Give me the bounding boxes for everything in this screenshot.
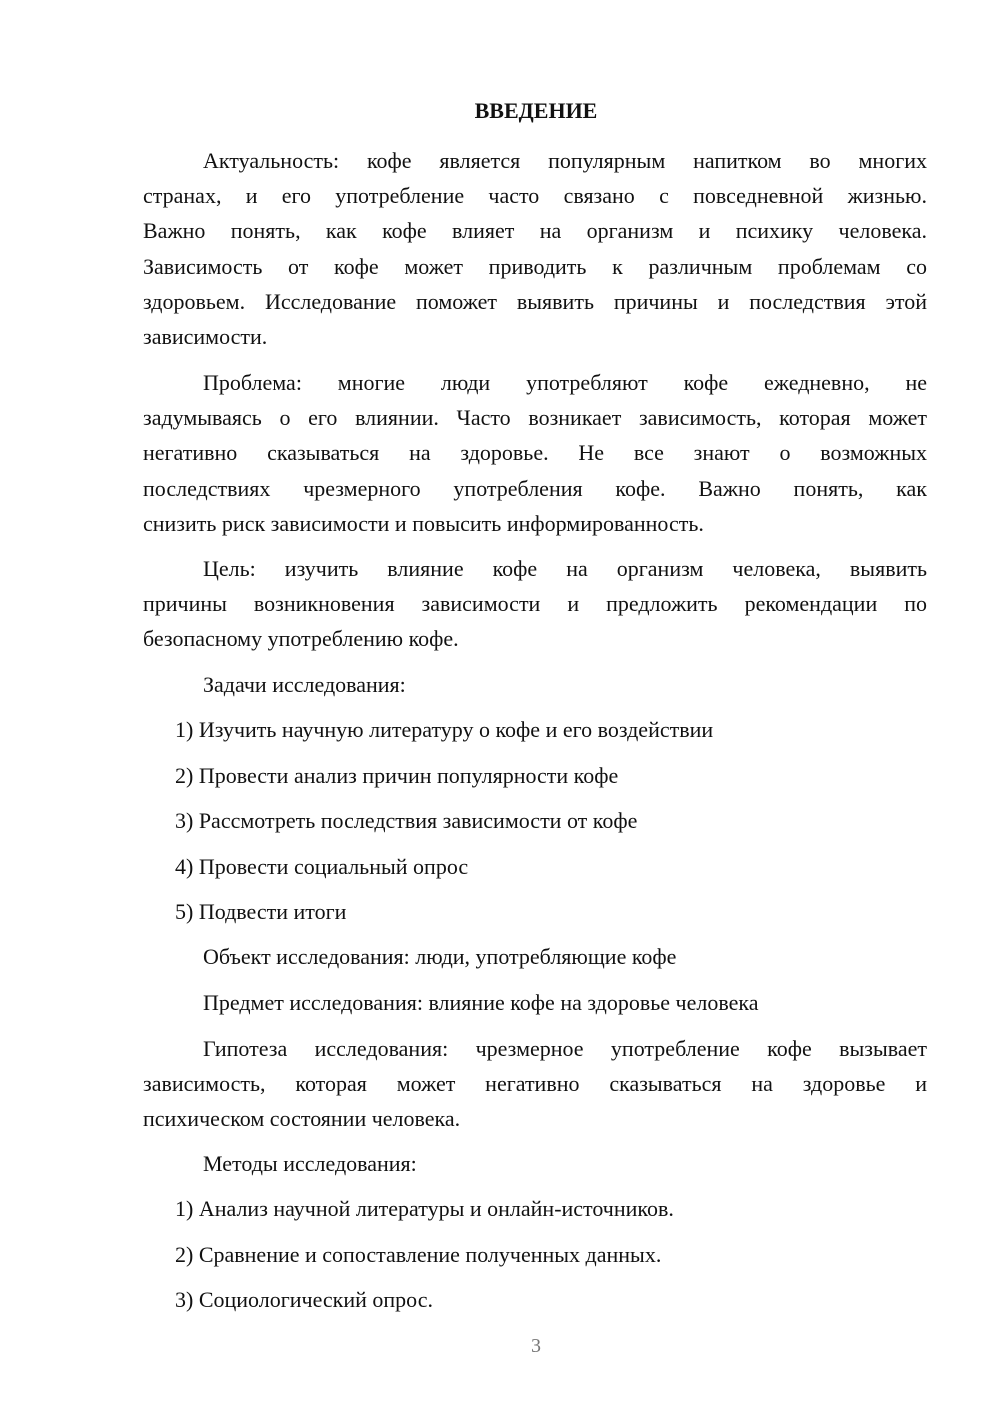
text-line: задумываясь о его влиянии. Часто возникает зависимость, которая может <box>143 405 927 430</box>
text-line: 2) Сравнение и сопоставление полученных данных. <box>175 1242 662 1267</box>
text-line: здоровьем. Исследование поможет выявить причины и последствия этой <box>143 289 927 314</box>
text-line: Задачи исследования: <box>203 672 406 697</box>
text-line: Предмет исследования: влияние кофе на здоровье человека <box>203 990 759 1015</box>
text-line: 3) Рассмотреть последствия зависимости от кофе <box>175 808 638 833</box>
text-line: последствиях чрезмерного употребления кофе. Важно понять, как <box>143 476 927 501</box>
text-line: Цель: изучить влияние кофе на организм человека, выявить <box>203 556 927 581</box>
text-line: Методы исследования: <box>203 1151 417 1176</box>
text-line: психическом состоянии человека. <box>143 1106 461 1131</box>
page-number: 3 <box>531 1335 541 1357</box>
text-line: 2) Провести анализ причин популярности кофе <box>175 763 619 788</box>
text-line: Проблема: многие люди употребляют кофе ежедневно, не <box>203 370 927 395</box>
page-title: ВВЕДЕНИЕ <box>474 98 598 123</box>
text-line: Важно понять, как кофе влияет на организм и психику человека. <box>143 218 927 243</box>
text-line: негативно сказываться на здоровье. Не все знают о возможных <box>143 440 927 465</box>
text-line: 1) Изучить научную литературу о кофе и его воздействии <box>175 717 714 742</box>
text-line: безопасному употреблению кофе. <box>143 626 459 651</box>
text-line: Объект исследования: люди, употребляющие кофе <box>203 944 677 969</box>
text-line: зависимость, которая может негативно сказываться на здоровье и <box>143 1071 927 1096</box>
text-line: Зависимость от кофе может приводить к различным проблемам со <box>143 254 927 279</box>
text-line: снизить риск зависимости и повысить информированность. <box>143 511 704 536</box>
text-line: странах, и его употребление часто связано с повседневной жизнью. <box>143 183 927 208</box>
text-line: Актуальность: кофе является популярным напитком во многих <box>203 148 927 173</box>
text-line: 4) Провести социальный опрос <box>175 854 469 879</box>
text-line: 3) Социологический опрос. <box>175 1287 433 1312</box>
text-line: 1) Анализ научной литературы и онлайн-источников. <box>175 1196 674 1221</box>
text-line: причины возникновения зависимости и предложить рекомендации по <box>143 591 927 616</box>
text-line: зависимости. <box>143 324 268 349</box>
text-line: 5) Подвести итоги <box>175 899 347 924</box>
text-line: Гипотеза исследования: чрезмерное употребление кофе вызывает <box>203 1036 927 1061</box>
